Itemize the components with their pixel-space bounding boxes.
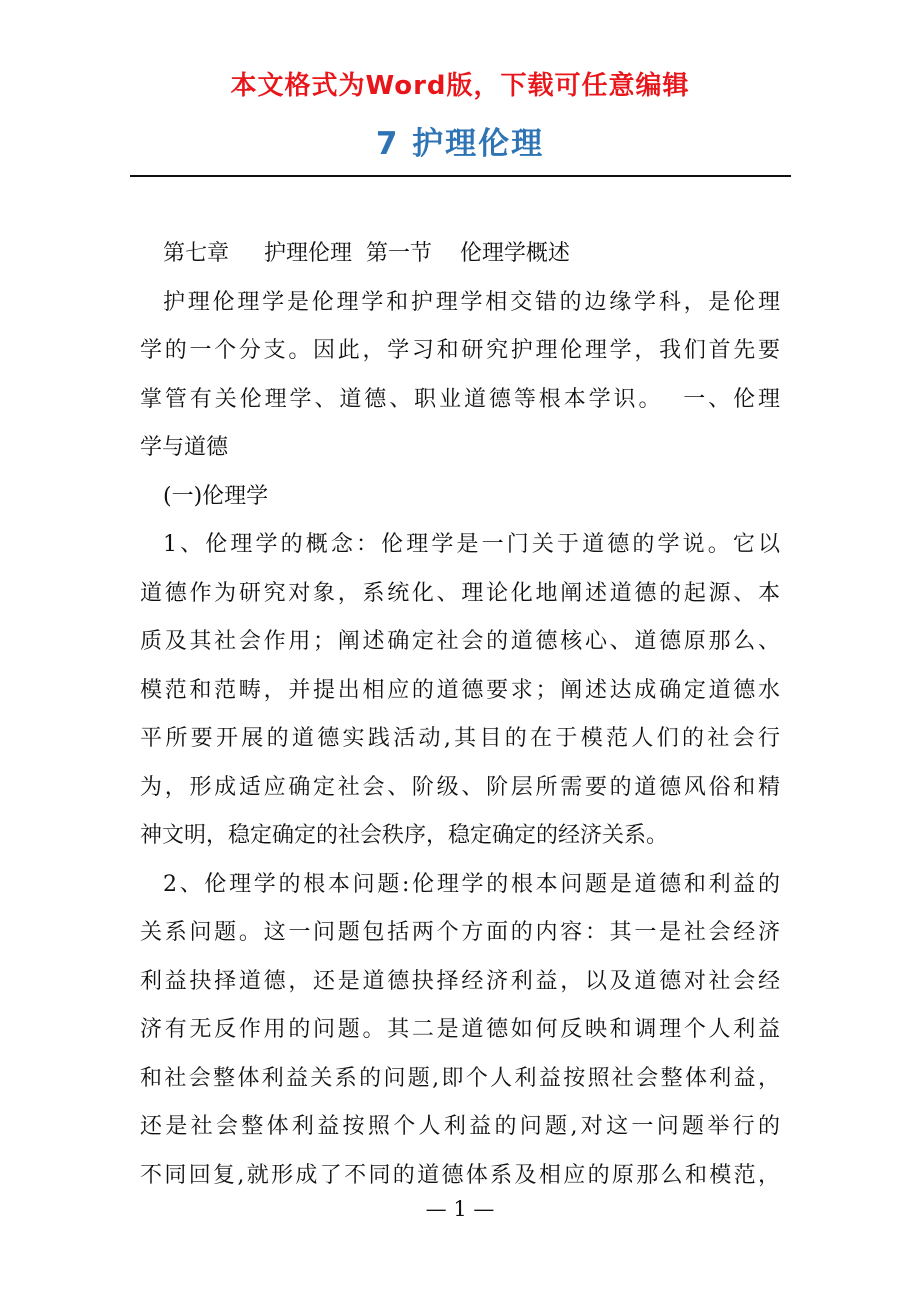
paragraph-line: 护理伦理学是伦理学和护理学相交错的边缘学科，是伦理 — [163, 289, 780, 315]
paragraph-line: 道德作为研究对象，系统化、理论化地阐述道德的起源、本 — [140, 580, 780, 606]
paragraph-line: 关系问题。这一问题包括两个方面的内容：其一是社会经济 — [140, 920, 780, 945]
paragraph-line: 济有无反作用的问题。其二是道德如何反映和调理个人利益 — [140, 1017, 780, 1042]
section-heading: (一)伦理学 — [163, 483, 269, 509]
paragraph-line: 和社会整体利益关系的问题,即个人利益按照社会整体利益， — [140, 1065, 780, 1091]
paragraph-line: 2、伦理学的根本问题:伦理学的根本问题是道德和利益的 — [163, 871, 780, 897]
paragraph-line: 学与道德 — [140, 435, 229, 460]
page-number: — 1 — — [425, 1197, 495, 1221]
paragraph-line: 平所要开展的道德实践活动,其目的在于模范人们的社会行 — [140, 726, 780, 751]
paragraph-line: 掌管有关伦理学、道德、职业道德等根本学识。 一、伦理 — [140, 386, 780, 412]
chapter-heading: 第七章 护理伦理 第一节 伦理学概述 — [163, 241, 570, 266]
paragraph-line: 还是社会整体利益按照个人利益的问题,对这一问题举行的 — [140, 1114, 780, 1139]
paragraph-line: 质及其社会作用；阐述确定社会的道德核心、道德原那么、 — [140, 629, 780, 654]
title-divider — [130, 175, 791, 177]
paragraph-line: 学的一个分支。因此，学习和研究护理伦理学，我们首先要 — [140, 338, 780, 363]
paragraph-line: 利益抉择道德，还是道德抉择经济利益，以及道德对社会经 — [140, 968, 780, 994]
paragraph-line: 模范和范畴，并提出相应的道德要求；阐述达成确定道德水 — [140, 677, 780, 703]
download-banner: 本文格式为Word版，下载可任意编辑 — [230, 71, 690, 101]
paragraph-line: 神文明，稳定确定的社会秩序，稳定确定的经济关系。 — [140, 823, 669, 848]
document-title: 7 护理伦理 — [375, 126, 545, 162]
paragraph-line: 不同回复,就形成了不同的道德体系及相应的原那么和模范， — [140, 1162, 780, 1188]
paragraph-line: 1、伦理学的概念：伦理学是一门关于道德的学说。它以 — [163, 532, 780, 557]
document-body — [140, 230, 780, 1200]
paragraph-line: 为，形成适应确定社会、阶级、阶层所需要的道德风俗和精 — [140, 774, 780, 800]
